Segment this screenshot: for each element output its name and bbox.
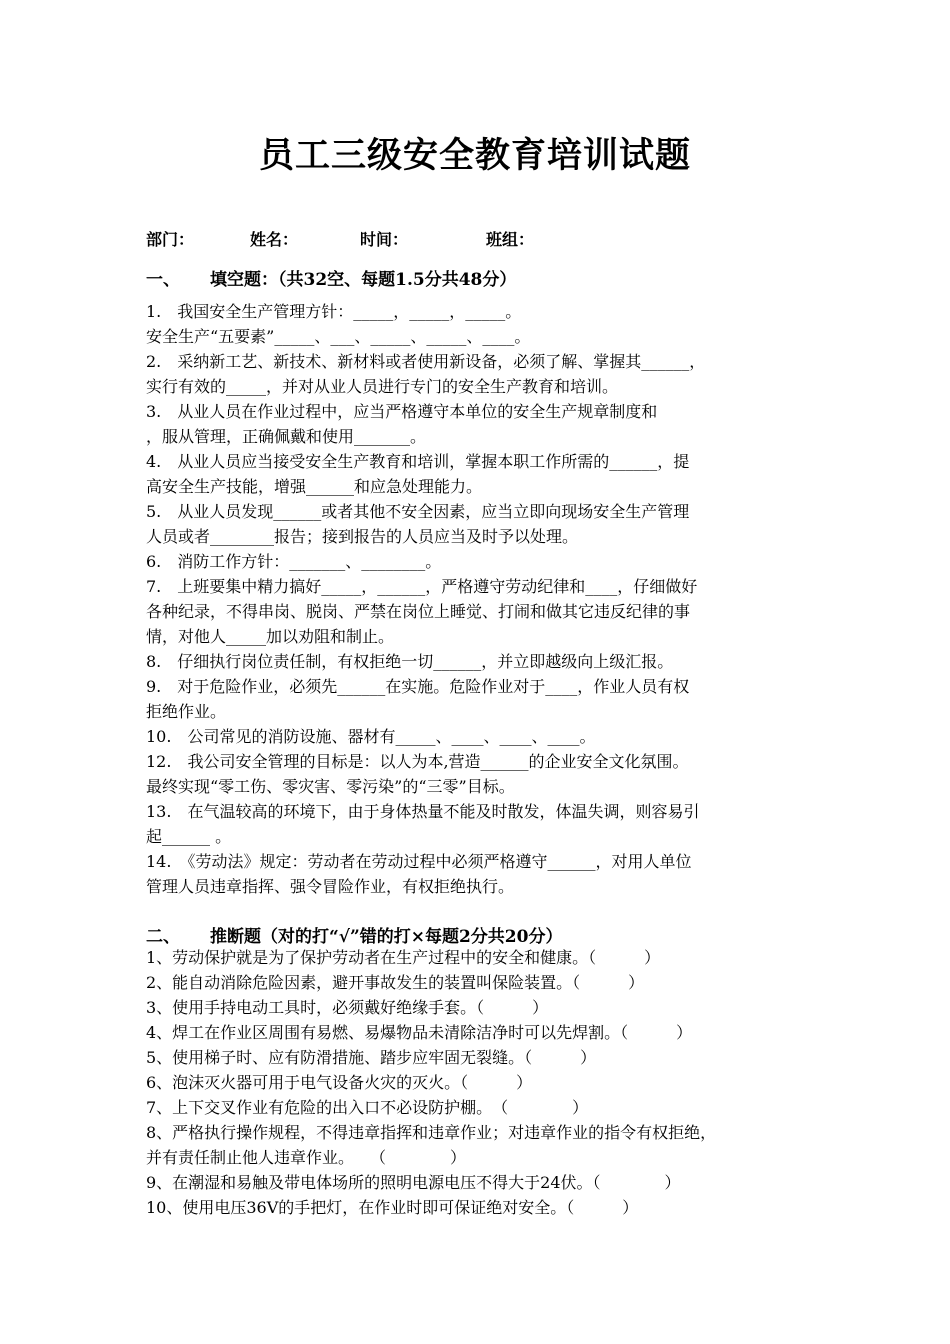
question-line: 3、使用手持电动工具时，必须戴好绝缘手套。（ ） xyxy=(146,998,549,1017)
question-4 xyxy=(146,449,818,499)
question-line: 12. 我公司安全管理的目标是：以人为本,营造______的企业安全文化氛围。 xyxy=(146,752,689,771)
question-line: 人员或者________报告；接到报告的人员应当及时予以处理。 xyxy=(146,527,579,546)
true-false-8 xyxy=(146,1120,826,1170)
true-false-6 xyxy=(146,1070,826,1095)
question-line: ，服从管理，正确佩戴和使用_______。 xyxy=(146,427,427,446)
question-line: 各种纪录，不得串岗、脱岗、严禁在岗位上睡觉、打闹和做其它违反纪律的事 xyxy=(146,602,691,621)
true-false-10 xyxy=(146,1195,826,1220)
question-line: 14. 《劳动法》规定：劳动者在劳动过程中必须严格遵守______，对用人单位 xyxy=(146,852,692,871)
question-6 xyxy=(146,549,818,574)
question-line: 2、能自动消除危险因素，避开事故发生的装置叫保险装置。（ ） xyxy=(146,973,645,992)
question-line: 6、泡沫灭火器可用于电气设备火灾的灭火。（ ） xyxy=(146,1073,533,1092)
question-line: 7、上下交叉作业有危险的出入口不必设防护棚。 （ ） xyxy=(146,1098,589,1117)
question-13 xyxy=(146,799,818,849)
section1-title: 填空题：（共32空、每题1.5分共48分） xyxy=(210,270,517,290)
question-line: 1、劳动保护就是为了保护劳动者在生产过程中的安全和健康。（ ） xyxy=(146,948,661,967)
question-line: 10、使用电压36V的手把灯，在作业时即可保证绝对安全。（ ） xyxy=(146,1198,639,1217)
question-line: 拒绝作业。 xyxy=(146,702,227,721)
true-false-3 xyxy=(146,995,826,1020)
question-line: 6. 消防工作方针：_______、________。 xyxy=(146,552,442,571)
true-false-9 xyxy=(146,1170,826,1195)
section1-questions xyxy=(146,299,818,899)
question-line: 高安全生产技能，增强______和应急处理能力。 xyxy=(146,477,483,496)
question-line: 安全生产“五要素”_____、___、_____、_____、____。 xyxy=(146,327,531,346)
section2-number: 二、 xyxy=(146,927,180,947)
question-7 xyxy=(146,574,818,649)
section2-heading xyxy=(146,922,562,947)
question-line: 最终实现“零工伤、零灾害、零污染”的“三零”目标。 xyxy=(146,777,515,796)
question-line: 4、焊工在作业区周围有易燃、易爆物品未清除洁净时可以先焊割。（ ） xyxy=(146,1023,693,1042)
question-line: 1. 我国安全生产管理方针：_____，_____，_____。 xyxy=(146,302,522,321)
question-line: 起______ 。 xyxy=(146,827,232,846)
question-line: 3. 从业人员在作业过程中，应当严格遵守本单位的安全生产规章制度和 xyxy=(146,402,658,421)
section1-number: 一、 xyxy=(146,270,180,290)
question-line: 实行有效的_____，并对从业人员进行专门的安全生产教育和培训。 xyxy=(146,377,619,396)
question-line: 9、在潮湿和易触及带电体场所的照明电源电压不得大于24伏。（ ） xyxy=(146,1173,681,1192)
true-false-7 xyxy=(146,1095,826,1120)
question-2 xyxy=(146,349,818,399)
true-false-2 xyxy=(146,970,826,995)
section1-heading xyxy=(146,265,516,290)
question-line: 管理人员违章指挥、强令冒险作业，有权拒绝执行。 xyxy=(146,877,515,896)
question-1 xyxy=(146,299,818,349)
section2-title: 推断题（对的打“√”错的打×每题2分共20分） xyxy=(210,927,563,947)
question-10 xyxy=(146,724,818,749)
true-false-4 xyxy=(146,1020,826,1045)
question-line: 并有责任制止他人违章作业。 （ ） xyxy=(146,1148,467,1167)
question-3 xyxy=(146,399,818,449)
question-9 xyxy=(146,674,818,724)
question-line: 13. 在气温较高的环境下，由于身体热量不能及时散发，体温失调，则容易引 xyxy=(146,802,700,821)
team-label: 班组： xyxy=(486,230,535,249)
header-fields xyxy=(146,227,534,250)
question-line: 情，对他人_____加以劝阻和制止。 xyxy=(146,627,395,646)
document-title: 员工三级安全教育培训试题 xyxy=(258,135,691,176)
true-false-5 xyxy=(146,1045,826,1070)
question-line: 5. 从业人员发现______或者其他不安全因素，应当立即向现场安全生产管理 xyxy=(146,502,690,521)
question-8 xyxy=(146,649,818,674)
question-5 xyxy=(146,499,818,549)
department-label: 部门： xyxy=(146,230,195,249)
question-12 xyxy=(146,749,818,799)
question-line: 8、严格执行操作规程，不得违章指挥和违章作业；对违章作业的指令有权拒绝， xyxy=(146,1123,717,1142)
question-line: 8. 仔细执行岗位责任制，有权拒绝一切______，并立即越级向上级汇报。 xyxy=(146,652,674,671)
time-label: 时间： xyxy=(360,230,409,249)
question-line: 2. 采纳新工艺、新技术、新材料或者使用新设备，必须了解、掌握其______， xyxy=(146,352,706,371)
question-line: 5、使用梯子时、应有防滑措施、踏步应牢固无裂缝。（ ） xyxy=(146,1048,597,1067)
name-label: 姓名： xyxy=(250,230,299,249)
question-line: 4. 从业人员应当接受安全生产教育和培训，掌握本职工作所需的______，提 xyxy=(146,452,690,471)
question-14 xyxy=(146,849,818,899)
question-line: 10. 公司常见的消防设施、器材有_____、____、____、____。 xyxy=(146,727,596,746)
question-line: 7. 上班要集中精力搞好_____，______，严格遵守劳动纪律和____，仔细做好 xyxy=(146,577,698,596)
true-false-1 xyxy=(146,945,826,970)
section2-questions xyxy=(146,945,826,1220)
question-line: 9. 对于危险作业，必须先______在实施。危险作业对于____，作业人员有权 xyxy=(146,677,690,696)
